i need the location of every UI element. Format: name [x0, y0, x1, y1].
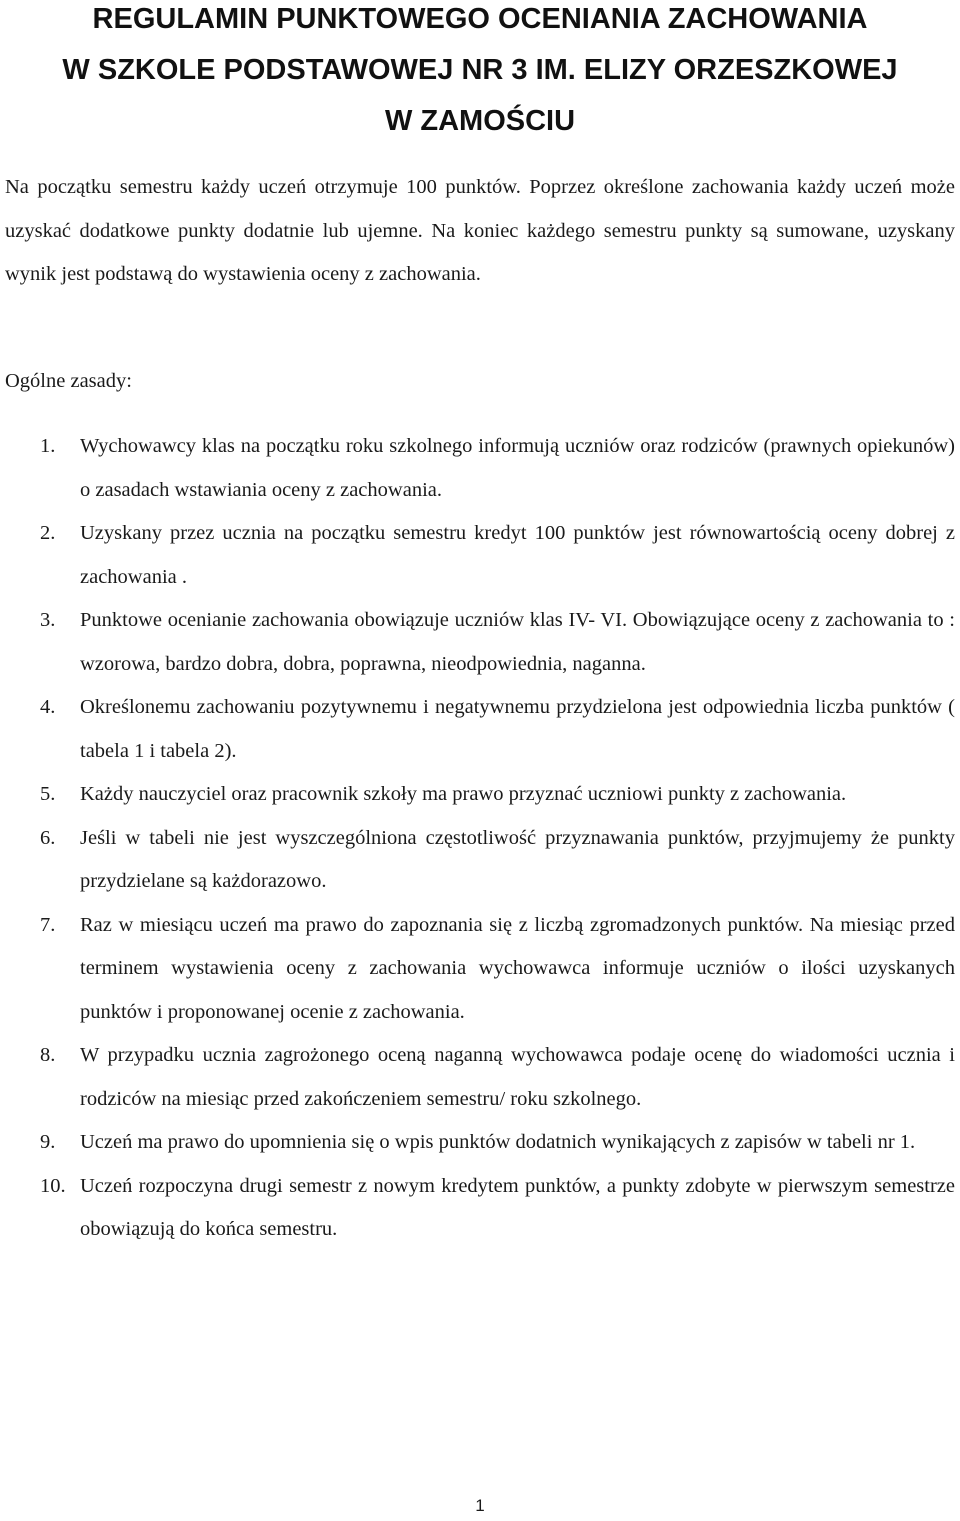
rule-text: Wychowawcy klas na początku roku szkolnego informują uczniów oraz rodziców (prawnych opiekunów) o zasadach wstawiania oceny z zachowania.	[80, 435, 955, 501]
rule-text: Uczeń rozpoczyna drugi semestr z nowym kredytem punktów, a punkty zdobyte w pierwszym semestrze obowiązują do końca semestru.	[80, 1174, 955, 1240]
rule-number: 8.	[40, 1044, 56, 1066]
title-line-3: W ZAMOŚCIU	[384, 105, 576, 137]
rule-text: Raz w miesiącu uczeń ma prawo do zapoznania się z liczbą zgromadzonych punktów. Na miesiąc przed terminem wystawienia oceny z zachowania wychowawca informuje uczniów o ilości uzyskanych punktów i proponowanej ocenie z zachowania.	[80, 913, 955, 1023]
rule-item	[0, 773, 955, 817]
rule-text: Uczeń ma prawo do upomnienia się o wpis punktów dodatnich wynikających z zapisów w tabeli nr 1.	[80, 1131, 916, 1153]
rules-list	[0, 425, 955, 1252]
rule-text: W przypadku ucznia zagrożonego oceną naganną wychowawca podaje ocenę do wiadomości ucznia i rodziców na miesiąc przed zakończeniem semestru/ roku szkolnego.	[80, 1044, 955, 1110]
intro-paragraph: Na początku semestru każdy uczeń otrzymuje 100 punktów. Poprzez określone zachowania każdy uczeń może uzyskać dodatkowe punkty dodatnie lub ujemne. Na koniec każdego semestru punkty są sumowane, uzyskany wynik jest podstawą do wystawienia oceny z zachowania.	[5, 176, 955, 285]
rule-number: 1.	[40, 435, 56, 457]
rule-number: 4.	[40, 696, 56, 718]
rule-item	[0, 686, 955, 773]
rule-text: Uzyskany przez ucznia na początku semestru kredyt 100 punktów jest równowartością oceny dobrej z zachowania .	[80, 522, 955, 588]
rule-text: Każdy nauczyciel oraz pracownik szkoły ma prawo przyznać uczniowi punkty z zachowania.	[80, 783, 847, 805]
rule-item	[0, 512, 955, 599]
rule-text: Jeśli w tabeli nie jest wyszczególniona częstotliwość przyznawania punktów, przyjmujemy że punkty przydzielane są każdorazowo.	[80, 826, 955, 892]
rule-number: 3.	[40, 609, 56, 631]
rule-number: 7.	[40, 913, 56, 936]
rule-item	[0, 817, 955, 904]
rule-number: 2.	[40, 522, 56, 544]
rule-number: 5.	[40, 783, 56, 805]
rule-item	[0, 1165, 955, 1252]
rule-number: 6.	[40, 826, 56, 849]
rule-number: 9.	[40, 1131, 56, 1153]
rule-number: 10.	[40, 1174, 66, 1197]
rule-item	[0, 599, 955, 686]
rule-item	[0, 1121, 955, 1165]
rule-item	[0, 425, 955, 512]
section-label: Ogólne zasady:	[5, 370, 132, 392]
rule-item	[0, 1034, 955, 1121]
rule-item	[0, 904, 955, 1035]
title-line-2: W SZKOLE PODSTAWOWEJ NR 3 IM. ELIZY ORZESZKOWEJ	[62, 54, 898, 86]
page-number: 1	[475, 1496, 485, 1515]
title-line-1: REGULAMIN PUNKTOWEGO OCENIANIA ZACHOWANIA	[92, 3, 868, 35]
rule-text: Punktowe ocenianie zachowania obowiązuje uczniów klas IV- VI. Obowiązujące oceny z zachowania to : wzorowa, bardzo dobra, dobra, poprawna, nieodpowiednia, naganna.	[80, 609, 955, 675]
rule-text: Określonemu zachowaniu pozytywnemu i negatywnemu przydzielona jest odpowiednia liczba punktów ( tabela 1 i tabela 2).	[80, 696, 955, 762]
document-title	[0, 0, 960, 147]
